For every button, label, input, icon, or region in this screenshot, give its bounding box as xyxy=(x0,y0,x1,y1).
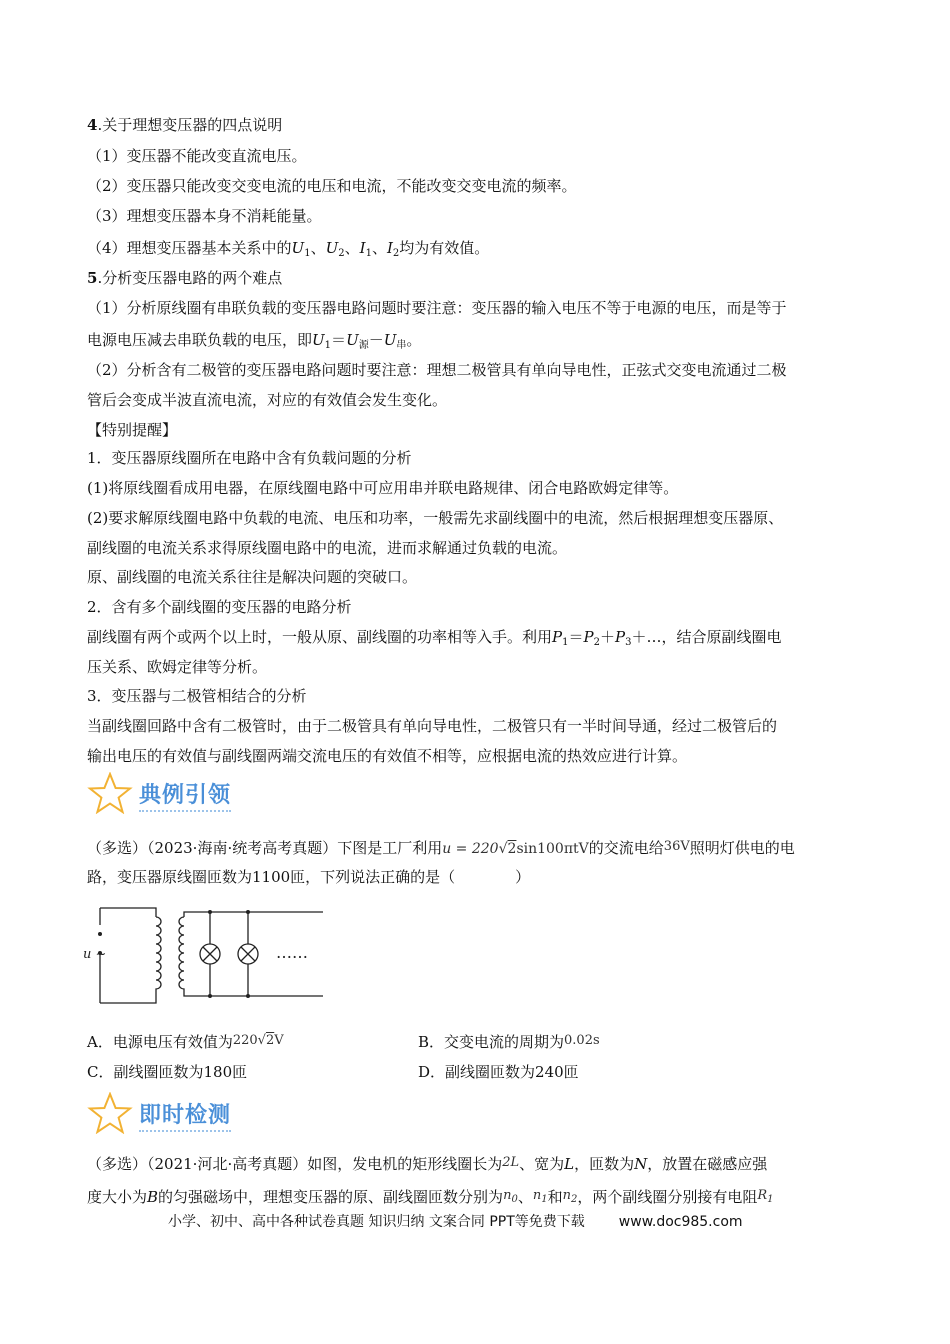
question-text-end: 照明灯供电的电 xyxy=(689,839,795,857)
var: n xyxy=(562,1188,571,1203)
check-line-1 xyxy=(87,1153,767,1174)
turns-n2 xyxy=(563,1188,578,1203)
secondary-wire-top xyxy=(184,912,323,917)
question-text: （多选）（2023·海南·统考高考真题）下图是工厂利用 xyxy=(87,839,443,857)
sub: 1 xyxy=(541,1194,548,1205)
primary-coil xyxy=(156,917,161,993)
tip-1-title: 1．变压器原线圈所在电路中含有负载问题的分析 xyxy=(87,449,412,467)
var-u: U xyxy=(383,331,397,349)
sub-1: 1 xyxy=(324,340,332,351)
tip-3-line-2: 输出电压的有效值与副线圈两端交流电压的有效值不相等，应根据电流的热效应进行计算。 xyxy=(87,747,688,765)
var-u: U xyxy=(312,331,325,349)
section-banner-example xyxy=(87,772,247,816)
ellipsis: ＋… xyxy=(631,628,662,646)
title-underline xyxy=(139,1130,231,1132)
turns-n0 xyxy=(503,1188,518,1203)
voltage-36v: 36V xyxy=(663,839,690,854)
footer-url[interactable]: www.doc985.com xyxy=(618,1214,743,1230)
lamp-2-cross xyxy=(241,947,255,961)
var-b: B xyxy=(147,1188,159,1206)
tip-3-line-1: 当副线圈回路中含有二极管时，由于二极管具有单向导电性，二极管只有一半时间导通，经过二极管后的 xyxy=(87,717,778,735)
option-c[interactable]: C．副线圈匝数为180匝 xyxy=(87,1063,248,1081)
terminal-top xyxy=(98,932,102,936)
question-text: ，匝数为 xyxy=(574,1155,635,1173)
section-5-number: 5 xyxy=(87,269,98,287)
section-4-item-1: （1）变压器不能改变直流电压。 xyxy=(87,147,307,165)
section-4-number: 4 xyxy=(87,116,98,134)
option-a-value: 220√2V xyxy=(232,1033,284,1048)
var-p: P xyxy=(552,628,563,646)
section-title: 典例引领 xyxy=(139,783,232,808)
node xyxy=(208,994,212,998)
title-underline xyxy=(139,810,231,812)
sub-1: 1 xyxy=(365,248,372,259)
sqrt-value: 2 xyxy=(507,841,517,857)
var: R xyxy=(757,1188,768,1203)
section-5-title: .分析变压器电路的两个难点 xyxy=(97,269,283,287)
formula-rest: sin100πtV xyxy=(516,841,589,857)
tips-heading: 【特别提醒】 xyxy=(87,421,178,439)
tip-text-end: ，结合原副线圈电 xyxy=(661,628,782,646)
equals: ＝ xyxy=(568,628,584,646)
section-4-heading xyxy=(87,115,282,135)
var: n xyxy=(532,1188,542,1203)
var-u: U xyxy=(291,239,305,257)
section-4-item-3: （3）理想变压器本身不消耗能量。 xyxy=(87,207,322,225)
check-line-2 xyxy=(87,1186,774,1210)
sub: 0 xyxy=(511,1194,518,1205)
node xyxy=(208,910,212,914)
question-text: 、宽为 xyxy=(519,1155,565,1173)
tip-1-b-line-2: 副线圈的电流关系求得原线圈电路中的电流，进而求解通过负载的电流。 xyxy=(87,539,568,557)
resistor-r1 xyxy=(757,1188,773,1203)
tip-2-line-2: 压关系、欧姆定律等分析。 xyxy=(87,658,268,676)
sqrt-value: 2 xyxy=(265,1033,275,1048)
more-lamps-dots: …… xyxy=(276,943,308,962)
question-text-end: ，放置在磁感应强 xyxy=(647,1155,768,1173)
para-text: 电源电压减去串联负载的电压，即 xyxy=(87,331,313,349)
sub-1: 1 xyxy=(562,637,569,648)
var-i: I xyxy=(359,239,366,257)
source-label: u ~ xyxy=(83,947,107,962)
example-line-1 xyxy=(87,837,795,859)
primary-wire-bottom xyxy=(100,993,156,1003)
lamp-1-cross xyxy=(203,947,217,961)
example-line-2: 路，变压器原线圈匝数为1100匝，下列说法正确的是（ ） xyxy=(87,868,531,886)
sub-source: 源 xyxy=(358,340,369,351)
tip-1-c: 原、副线圈的电流关系往往是解决问题的突破口。 xyxy=(87,568,418,586)
sub-1: 1 xyxy=(304,248,311,259)
var-p: P xyxy=(614,628,626,646)
plus: ＋ xyxy=(599,628,615,646)
section-4-item-4 xyxy=(87,238,489,264)
transformer-circuit-diagram xyxy=(80,895,330,1015)
section-5-para-2-line-1: （2）分析含有二极管的变压器电路问题时要注意：理想二极管具有单向导电性，正弦式交变电流通过二极 xyxy=(87,361,787,379)
star-icon xyxy=(87,1092,133,1134)
sub-2: 2 xyxy=(392,248,400,259)
tip-2-title: 2．含有多个副线圈的变压器的电路分析 xyxy=(87,598,352,616)
footer xyxy=(168,1212,743,1232)
item-4-text: （4）理想变压器基本关系中的 xyxy=(87,239,292,257)
section-4-item-2: （2）变压器只能改变交变电流的电压和电流，不能改变交变电流的频率。 xyxy=(87,177,577,195)
tip-1-b-line-1: (2)要求解原线圈电路中负载的电流、电压和功率，一般需先求副线圈中的电流，然后根据理想变压器原、 xyxy=(87,509,784,527)
sep: 、 xyxy=(517,1188,533,1206)
node xyxy=(246,994,250,998)
option-b-text: B．交变电流的周期为 xyxy=(418,1033,565,1051)
var-i: I xyxy=(386,239,393,257)
sub: 1 xyxy=(767,1194,774,1205)
option-a[interactable] xyxy=(87,1031,284,1052)
question-text-mid: 的交流电给 xyxy=(588,839,664,857)
var-l: L xyxy=(564,1155,575,1173)
var-u: U xyxy=(346,331,359,349)
formula-u: u = 220 xyxy=(442,841,499,857)
node xyxy=(246,910,250,914)
sub-2: 2 xyxy=(338,248,345,259)
sep: 、 xyxy=(310,239,326,257)
question-text: 度大小为 xyxy=(87,1188,148,1206)
value: 220 xyxy=(232,1033,258,1048)
and: 和 xyxy=(547,1188,563,1206)
option-b[interactable] xyxy=(418,1031,600,1052)
star-icon xyxy=(87,772,133,814)
footer-text: 小学、初中、高中各种试卷真题 知识归纳 文案合同 PPT等免费下载 xyxy=(168,1214,585,1230)
section-5-para-1-line-1: （1）分析原线圈有串联负载的变压器电路问题时要注意：变压器的输入电压不等于电源的电压，而是等于 xyxy=(87,299,787,317)
section-title: 即时检测 xyxy=(139,1103,232,1128)
option-d[interactable]: D．副线圈匝数为240匝 xyxy=(418,1063,579,1081)
section-5-heading xyxy=(87,268,282,288)
sub-3: 3 xyxy=(625,637,632,648)
equals: ＝ xyxy=(331,331,347,349)
tip-1-a: (1)将原线圈看成用电器，在原线圈电路中可应用串并联电路规律、闭合电路欧姆定律等。 xyxy=(87,479,679,497)
var-n: N xyxy=(634,1155,648,1173)
section-5-para-1-line-2 xyxy=(87,330,421,356)
turns-n1 xyxy=(533,1188,548,1203)
section-5-para-2-line-2: 管后会变成半波直流电流，对应的有效值会发生变化。 xyxy=(87,391,448,409)
secondary-wire-bottom xyxy=(184,993,323,996)
option-b-value: 0.02s xyxy=(564,1033,600,1048)
sub-series: 串 xyxy=(396,340,407,351)
minus: － xyxy=(368,331,384,349)
unit: V xyxy=(274,1033,284,1048)
length-2l: 2L xyxy=(502,1155,520,1170)
question-text: （多选）（2021·河北·高考真题）如图，发电机的矩形线圈长为 xyxy=(87,1155,503,1173)
tip-2-line-1 xyxy=(87,627,781,653)
sub: 2 xyxy=(570,1194,578,1205)
option-a-text: A．电源电压有效值为 xyxy=(87,1033,233,1051)
section-4-title: .关于理想变压器的四点说明 xyxy=(97,116,283,134)
sub-2: 2 xyxy=(593,637,600,648)
question-text-end: ，两个副线圈分别接有电阻 xyxy=(577,1188,758,1206)
question-text: 的匀强磁场中，理想变压器的原、副线圈匝数分别为 xyxy=(158,1188,504,1206)
primary-wire-top xyxy=(100,908,156,917)
section-banner-check xyxy=(87,1092,247,1136)
period: 。 xyxy=(406,331,422,349)
item-4-end: 均为有效值。 xyxy=(399,239,490,257)
secondary-coil xyxy=(179,917,184,993)
sep: 、 xyxy=(371,239,387,257)
tip-3-title: 3．变压器与二极管相结合的分析 xyxy=(87,687,307,705)
sep: 、 xyxy=(344,239,360,257)
tip-text: 副线圈有两个或两个以上时，一般从原、副线圈的功率相等入手。利用 xyxy=(87,628,553,646)
var: n xyxy=(503,1188,512,1203)
formula-sqrt: √2 xyxy=(498,841,517,857)
var-p: P xyxy=(583,628,594,646)
var-u: U xyxy=(325,239,339,257)
